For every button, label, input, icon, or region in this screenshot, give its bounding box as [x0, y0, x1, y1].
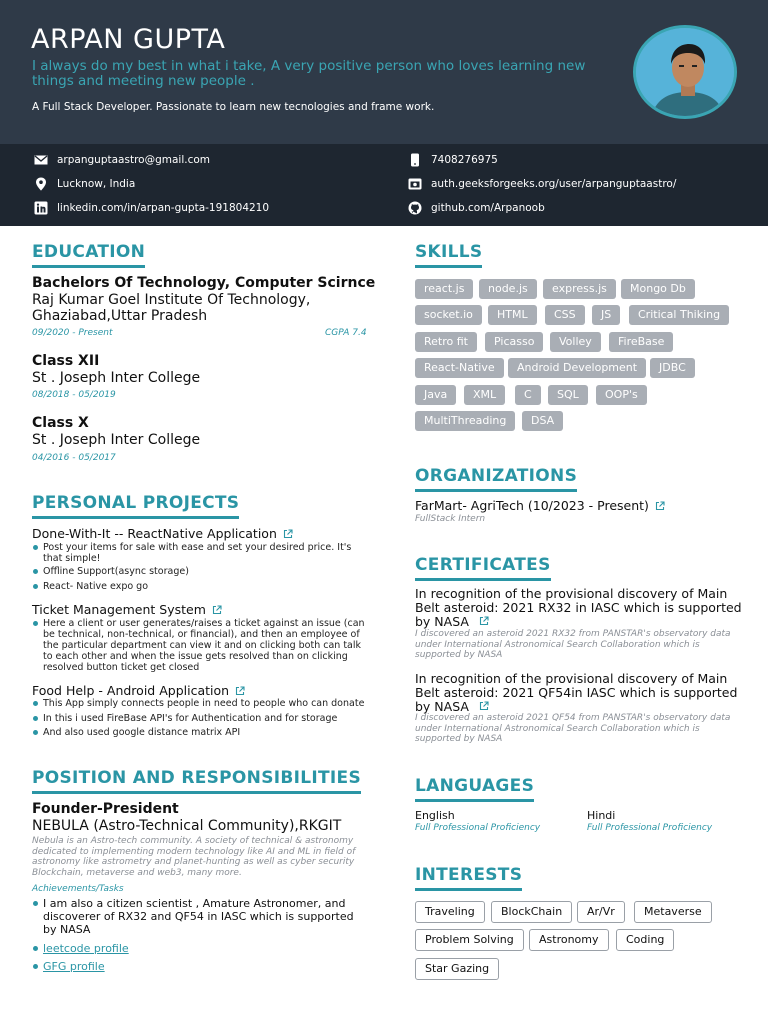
skill-tag: C: [515, 385, 541, 405]
interest-tag: Astronomy: [529, 929, 609, 951]
skill-tag: node.js: [479, 279, 537, 299]
skill-tag: React-Native: [415, 358, 504, 378]
skill-tag: Mongo Db: [621, 279, 695, 299]
education-school-2: St . Joseph Inter College: [32, 370, 201, 386]
skill-tag: Android Development: [508, 358, 646, 378]
skill-tag: CSS: [545, 305, 585, 325]
external-link-icon: [479, 701, 489, 711]
interest-tag: Traveling: [415, 901, 485, 923]
certificate-desc-2: I discovered an asteroid 2021 QF54 from PANSTAR's observatory data under International Astronomical Search Collaboration which is supported by NASA: [415, 713, 731, 744]
linkedin-icon: [34, 201, 48, 215]
location-pin-icon: [34, 177, 48, 191]
person-photo-icon: [636, 28, 737, 119]
github-icon: [408, 201, 422, 215]
education-degree-1: Bachelors Of Technology, Computer Scirnce: [32, 275, 376, 291]
external-link-icon: [235, 686, 245, 696]
gfg-profile-link[interactable]: GFG profile: [43, 960, 105, 973]
organization-name[interactable]: [415, 498, 665, 513]
position-role: Founder-President: [32, 801, 179, 817]
skill-tag: express.js: [543, 279, 616, 299]
phone-icon: [408, 153, 422, 167]
interest-tag: Star Gazing: [415, 958, 499, 980]
language-level-2: Full Professional Proficiency: [587, 823, 713, 833]
envelope-icon: [34, 153, 48, 167]
achievement-item: I am also a citizen scientist , Amature Astronomer, and discoverer of RX32 and QF54 in IASC which is supported by NASA: [32, 897, 362, 936]
education-dates-1: 09/2020 - Present: [32, 328, 113, 338]
skill-tag: react.js: [415, 279, 473, 299]
contact-github[interactable]: [408, 201, 545, 215]
tagline: I always do my best in what i take, A very positive person who loves learning new things and meeting new people .: [32, 58, 586, 89]
position-description: Nebula is an Astro-tech community. A society of technical & astronomy dedicated to implementing modern technology like AI and ML in field of astronomy like astrometry and planet-hunting as well as cyber security Blockchain, metaverse and web3, many more.: [32, 836, 356, 878]
certificate-title-1[interactable]: [415, 587, 745, 629]
certificate-desc-1: I discovered an asteroid 2021 RX32 from PANSTAR's observatory data under International Astronomical Search Collaboration which is supported by NASA: [415, 629, 731, 660]
contact-phone[interactable]: [408, 153, 498, 167]
project-2-bullet-1: Here a client or user generates/raises a ticket against an issue (can be technical, non-technical, or financial), and then an employee of the particular department can view it and on clicking both can talk to each other and when the issue gets resolved than on clicking resolved button ticket get closed: [32, 618, 372, 673]
contact-website[interactable]: [408, 177, 676, 191]
project-title-3-text: Food Help - Android Application: [32, 683, 230, 698]
interest-tag: Coding: [616, 929, 674, 951]
external-link-icon: [283, 529, 293, 539]
project-3-bullet-1: This App simply connects people in need to people who can donate: [32, 698, 372, 709]
contact-location: [34, 177, 135, 191]
email-text: arpanguptaastro@gmail.com: [57, 154, 210, 166]
phone-text: 7408276975: [431, 154, 498, 166]
organization-name-text: FarMart- AgriTech (10/2023 - Present): [415, 498, 649, 513]
skill-tag: XML: [464, 385, 505, 405]
certificates-heading: CERTIFICATES: [415, 555, 551, 581]
education-dates-2: 08/2018 - 05/2019: [32, 390, 116, 400]
language-level-1: Full Professional Proficiency: [415, 823, 541, 833]
project-1-bullet-2: Offline Support(async storage): [32, 566, 372, 577]
gfg-link-item: [32, 960, 362, 973]
project-title-1[interactable]: [32, 526, 293, 541]
project-title-2[interactable]: [32, 602, 222, 617]
contact-email[interactable]: [34, 153, 210, 167]
positions-heading: POSITION AND RESPONSIBILITIES: [32, 768, 361, 794]
profile-photo: [633, 25, 737, 119]
position-org: NEBULA (Astro-Technical Community),RKGIT: [32, 818, 342, 834]
leetcode-link-item: [32, 942, 362, 955]
projects-heading: PERSONAL PROJECTS: [32, 493, 239, 519]
interest-tag: Metaverse: [634, 901, 712, 923]
certificate-title-2-text: In recognition of the provisional discovery of Main Belt asteroid: 2021 QF54in IASC which is supported by NASA: [415, 671, 738, 714]
skill-tag: JS: [592, 305, 620, 325]
project-title-3[interactable]: [32, 683, 245, 698]
external-link-icon: [479, 616, 489, 626]
organization-role: FullStack Intern: [415, 514, 486, 524]
achievements-label: Achievements/Tasks: [32, 884, 124, 894]
skill-tag: Retro fit: [415, 332, 477, 352]
contact-bar: [0, 144, 768, 226]
skill-tag: Java: [415, 385, 456, 405]
education-degree-2: Class XII: [32, 353, 100, 369]
education-dates-3: 04/2016 - 05/2017: [32, 453, 116, 463]
project-1-bullet-1: Post your items for sale with ease and set your desired price. It's that simple!: [32, 542, 372, 564]
candidate-name: ARPAN GUPTA: [31, 24, 226, 55]
project-title-2-text: Ticket Management System: [32, 602, 206, 617]
linkedin-text: linkedin.com/in/arpan-gupta-191804210: [57, 202, 270, 214]
languages-heading: LANGUAGES: [415, 776, 534, 802]
project-1-bullet-3: React- Native expo go: [32, 581, 372, 592]
location-text: Lucknow, India: [57, 178, 136, 190]
website-text: auth.geeksforgeeks.org/user/arpanguptaastro/: [431, 178, 677, 190]
project-3-bullet-2: In this i used FireBase API's for Authentication and for storage: [32, 713, 372, 724]
skill-tag: FireBase: [609, 332, 673, 352]
skill-tag: MultiThreading: [415, 411, 515, 431]
website-icon: [408, 177, 422, 191]
skills-heading: SKILLS: [415, 242, 482, 268]
resume-header: [0, 0, 768, 144]
interest-tag: Ar/Vr: [577, 901, 625, 923]
external-link-icon: [655, 501, 665, 511]
language-name-2: Hindi: [587, 809, 616, 822]
language-name-1: English: [415, 809, 455, 822]
interests-heading: INTERESTS: [415, 865, 522, 891]
project-title-1-text: Done-With-It -- ReactNative Application: [32, 526, 277, 541]
education-school-3: St . Joseph Inter College: [32, 432, 201, 448]
skill-tag: Picasso: [485, 332, 543, 352]
skill-tag: OOP's: [596, 385, 647, 405]
skill-tag: DSA: [522, 411, 563, 431]
interest-tag: Problem Solving: [415, 929, 524, 951]
contact-linkedin[interactable]: [34, 201, 269, 215]
education-school-1: Raj Kumar Goel Institute Of Technology, Ghaziabad,Uttar Pradesh: [32, 292, 311, 324]
interest-tag: BlockChain: [491, 901, 572, 923]
certificate-title-1-text: In recognition of the provisional discovery of Main Belt asteroid: 2021 RX32 in IASC which is supported by NASA: [415, 586, 742, 629]
skill-tag: Critical Thiking: [629, 305, 729, 325]
external-link-icon: [212, 605, 222, 615]
github-text: github.com/Arpanoob: [431, 202, 545, 214]
skill-tag: socket.io: [415, 305, 482, 325]
education-grade-1: CGPA 7.4: [325, 328, 367, 338]
skill-tag: SQL: [548, 385, 588, 405]
organizations-heading: ORGANIZATIONS: [415, 466, 577, 492]
skill-tag: JDBC: [650, 358, 695, 378]
summary: A Full Stack Developer. Passionate to learn new tecnologies and frame work.: [32, 101, 435, 113]
skill-tag: Volley: [550, 332, 601, 352]
skill-tag: HTML: [488, 305, 537, 325]
certificate-title-2[interactable]: [415, 672, 745, 714]
project-3-bullet-3: And also used google distance matrix API: [32, 727, 372, 738]
education-degree-3: Class X: [32, 415, 89, 431]
education-heading: EDUCATION: [32, 242, 145, 268]
leetcode-profile-link[interactable]: leetcode profile: [43, 942, 129, 955]
